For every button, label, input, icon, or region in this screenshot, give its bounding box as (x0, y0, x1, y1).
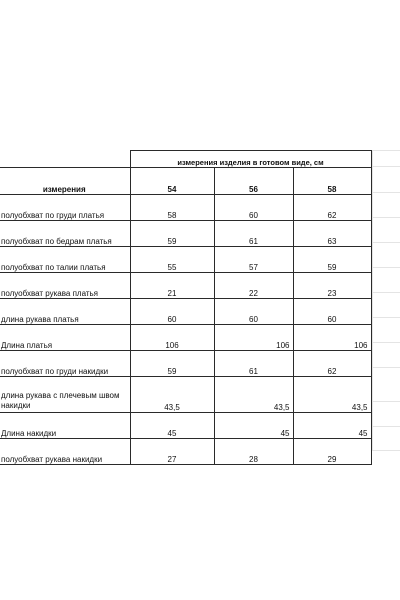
sizes-row (0, 168, 371, 195)
value-cell: 62 (293, 195, 371, 221)
value-cell: 57 (214, 247, 293, 273)
value-cell: 60 (130, 299, 214, 325)
value-cell: 60 (293, 299, 371, 325)
row-label: длина рукава с плечевым швом накидки (0, 377, 130, 413)
row-label: полуобхват по талии платья (0, 247, 130, 273)
value-cell: 45 (214, 413, 293, 439)
table-row (0, 273, 371, 299)
table-row (0, 221, 371, 247)
row-label: Длина накидки (0, 413, 130, 439)
value-cell: 43,5 (130, 377, 214, 413)
value-cell: 43,5 (214, 377, 293, 413)
value-cell: 59 (130, 351, 214, 377)
table-row (0, 247, 371, 273)
row-label: Длина платья (0, 325, 130, 351)
table-row (0, 377, 371, 413)
value-cell: 61 (214, 221, 293, 247)
value-cell: 106 (130, 325, 214, 351)
size-54: 54 (130, 168, 214, 195)
header-caption: измерения изделия в готовом виде, см (130, 151, 371, 168)
value-cell: 45 (130, 413, 214, 439)
table-row (0, 413, 371, 439)
value-cell: 60 (214, 299, 293, 325)
value-cell: 106 (214, 325, 293, 351)
table-header-row (0, 151, 371, 168)
value-cell: 62 (293, 351, 371, 377)
value-cell: 28 (214, 439, 293, 465)
size-measurements-table (0, 150, 372, 465)
header-empty-cell (0, 151, 130, 168)
row-label: полуобхват рукава накидки (0, 439, 130, 465)
size-58: 58 (293, 168, 371, 195)
size-56: 56 (214, 168, 293, 195)
value-cell: 45 (293, 413, 371, 439)
table-row (0, 439, 371, 465)
row-label: полуобхват по груди платья (0, 195, 130, 221)
value-cell: 27 (130, 439, 214, 465)
value-cell: 58 (130, 195, 214, 221)
row-label: полуобхват по бедрам платья (0, 221, 130, 247)
value-cell: 60 (214, 195, 293, 221)
value-cell: 106 (293, 325, 371, 351)
background-gridlines (372, 150, 400, 450)
row-label: полуобхват по груди накидки (0, 351, 130, 377)
value-cell: 43,5 (293, 377, 371, 413)
row-label: длина рукава платья (0, 299, 130, 325)
value-cell: 59 (293, 247, 371, 273)
value-cell: 61 (214, 351, 293, 377)
value-cell: 21 (130, 273, 214, 299)
value-cell: 55 (130, 247, 214, 273)
value-cell: 29 (293, 439, 371, 465)
value-cell: 63 (293, 221, 371, 247)
table-row (0, 351, 371, 377)
value-cell: 59 (130, 221, 214, 247)
table-row (0, 195, 371, 221)
row-label: полуобхват рукава платья (0, 273, 130, 299)
value-cell: 22 (214, 273, 293, 299)
table-row (0, 325, 371, 351)
table-row (0, 299, 371, 325)
measure-label: измерения (0, 168, 130, 195)
value-cell: 23 (293, 273, 371, 299)
